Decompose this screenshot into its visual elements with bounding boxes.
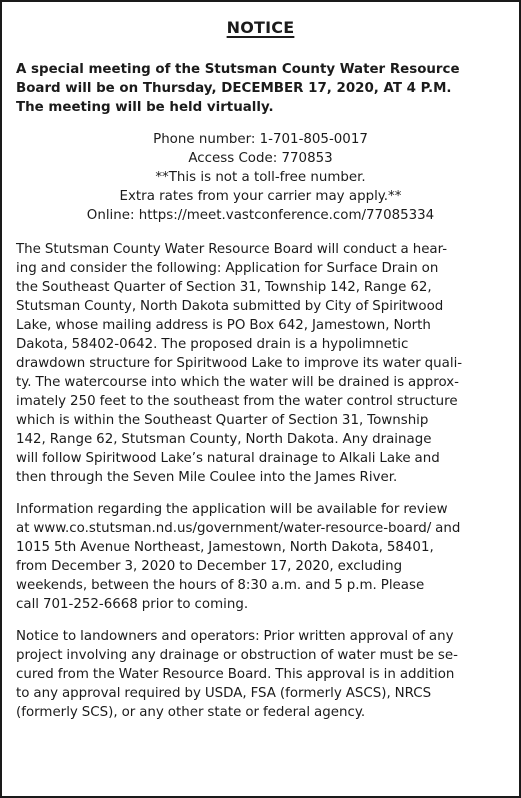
text-line: The Stutsman County Water Resource Board will conduct a hear-	[16, 242, 448, 257]
landowners-paragraph	[16, 627, 505, 722]
text-line: Information regarding the application will be available for review	[16, 502, 448, 517]
text-line: Notice to landowners and operators: Prior written approval of any	[16, 629, 454, 644]
text-line: Stutsman County, North Dakota submitted by City of Spiritwood	[16, 299, 444, 314]
announcement-line: The meeting will be held virtually.	[16, 100, 274, 115]
text-line: Lake, whose mailing address is PO Box 642, Jamestown, North	[16, 318, 431, 333]
text-line: cured from the Water Resource Board. This approval is in addition	[16, 667, 455, 682]
text-line: 142, Range 62, Stutsman County, North Dakota. Any drainage	[16, 432, 432, 447]
text-line: Dakota, 58402-0642. The proposed drain is a hypolimnetic	[16, 337, 409, 352]
toll-note: **This is not a toll-free number.	[155, 170, 366, 185]
notice-title: NOTICE	[226, 18, 295, 37]
text-line: ing and consider the following: Application for Surface Drain on	[16, 261, 439, 276]
text-line: ty. The watercourse into which the water will be drained is approx-	[16, 375, 460, 390]
text-line: to any approval required by USDA, FSA (formerly ASCS), NRCS	[16, 686, 432, 701]
phone-number: Phone number: 1-701-805-0017	[153, 132, 368, 147]
text-line: from December 3, 2020 to December 17, 2020, excluding	[16, 559, 403, 574]
announcement-line: Board will be on Thursday, DECEMBER 17, 2020, AT 4 P.M.	[16, 81, 452, 96]
text-line: which is within the Southeast Quarter of Section 31, Township	[16, 413, 429, 428]
text-line: 1015 5th Avenue Northeast, Jamestown, North Dakota, 58401,	[16, 540, 434, 555]
carrier-rates-note: Extra rates from your carrier may apply.**	[119, 189, 402, 204]
online-link: Online: https://meet.vastconference.com/77085334	[86, 208, 435, 223]
text-line: imately 250 feet to the southeast from the water control structure	[16, 394, 458, 409]
text-line: will follow Spiritwood Lake’s natural drainage to Alkali Lake and	[16, 451, 440, 466]
text-line: then through the Seven Mile Coulee into the James River.	[16, 470, 398, 485]
meeting-contact-info	[16, 130, 505, 225]
text-line: call 701-252-6668 prior to coming.	[16, 597, 249, 612]
text-line: at www.co.stutsman.nd.us/government/water-resource-board/ and	[16, 521, 461, 536]
text-line: project involving any drainage or obstruction of water must be se-	[16, 648, 458, 663]
announcement-line: A special meeting of the Stutsman County Water Resource	[16, 62, 460, 77]
information-paragraph	[16, 500, 505, 614]
text-line: (formerly SCS), or any other state or federal agency.	[16, 705, 366, 720]
text-line: weekends, between the hours of 8:30 a.m. and 5 p.m. Please	[16, 578, 425, 593]
meeting-announcement	[16, 60, 505, 117]
hearing-paragraph	[16, 240, 505, 487]
access-code: Access Code: 770853	[188, 151, 333, 166]
text-line: the Southeast Quarter of Section 31, Township 142, Range 62,	[16, 280, 432, 295]
text-line: drawdown structure for Spiritwood Lake to improve its water quali-	[16, 356, 463, 371]
